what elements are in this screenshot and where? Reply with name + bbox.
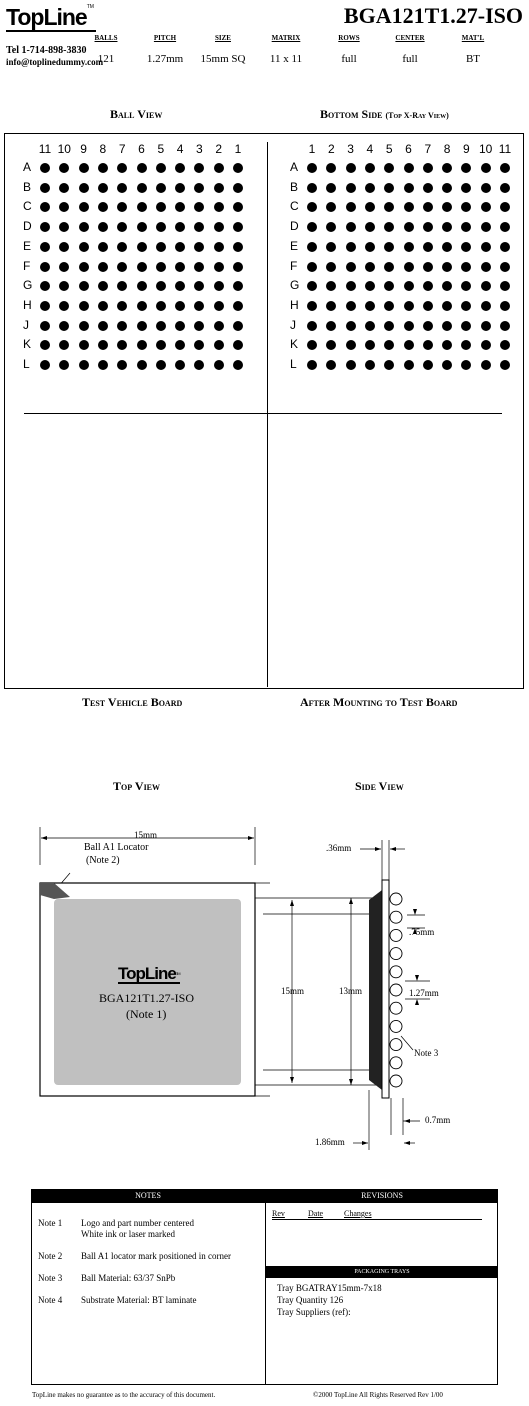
ball bbox=[117, 242, 127, 252]
email-address: info@toplinedummy.com bbox=[6, 57, 104, 67]
spec-value: full bbox=[341, 53, 357, 65]
ball bbox=[175, 242, 185, 252]
ball bbox=[404, 340, 414, 350]
ball bbox=[156, 301, 166, 311]
ball bbox=[156, 281, 166, 291]
ball bbox=[40, 321, 50, 331]
row-label: L bbox=[290, 357, 297, 371]
ball bbox=[481, 163, 491, 173]
ball bbox=[442, 321, 452, 331]
ball bbox=[346, 281, 356, 291]
ball bbox=[233, 242, 243, 252]
column-label: 6 bbox=[405, 142, 412, 156]
side-ball bbox=[390, 1075, 402, 1087]
ball bbox=[365, 163, 375, 173]
ball bbox=[214, 340, 224, 350]
ball bbox=[481, 340, 491, 350]
arrow-075-a bbox=[413, 909, 417, 915]
spec-label: BALLS bbox=[94, 34, 118, 42]
ball bbox=[423, 281, 433, 291]
note3-label: Note 3 bbox=[414, 1048, 439, 1058]
ball bbox=[307, 262, 317, 272]
ball bbox=[175, 321, 185, 331]
row-label: K bbox=[23, 337, 32, 352]
ball bbox=[346, 262, 356, 272]
ball bbox=[79, 340, 89, 350]
ball bbox=[156, 262, 166, 272]
after-mounting-heading: After Mounting to Test Board bbox=[300, 695, 458, 709]
arrow-036-b bbox=[390, 847, 396, 851]
ball bbox=[326, 321, 336, 331]
ball bbox=[40, 242, 50, 252]
mold-cap bbox=[369, 890, 382, 1090]
ball bbox=[79, 202, 89, 212]
frame-divider bbox=[267, 142, 268, 687]
arrow-07 bbox=[404, 1119, 410, 1123]
ball bbox=[346, 183, 356, 193]
ball bbox=[404, 301, 414, 311]
ball bbox=[326, 262, 336, 272]
spec-value: 15mm SQ bbox=[200, 53, 246, 65]
footer-disclaimer: TopLine makes no guarantee as to the accuracy of this document. bbox=[32, 1391, 216, 1399]
ball bbox=[59, 262, 69, 272]
ball bbox=[59, 183, 69, 193]
arrow-186-a bbox=[362, 1141, 368, 1145]
ball bbox=[233, 163, 243, 173]
ball bbox=[137, 202, 147, 212]
column-label: 8 bbox=[99, 142, 107, 156]
top-view-heading: Top View bbox=[113, 779, 161, 793]
dim-075-label: .75mm bbox=[409, 927, 435, 937]
row-label: B bbox=[290, 179, 299, 194]
ball bbox=[307, 360, 317, 370]
ball bbox=[404, 321, 414, 331]
ball bbox=[214, 262, 224, 272]
ball bbox=[156, 183, 166, 193]
ball bbox=[442, 301, 452, 311]
company-logo bbox=[6, 4, 94, 31]
ball bbox=[500, 183, 510, 193]
spec-label: CENTER bbox=[395, 34, 425, 42]
ball bbox=[40, 183, 50, 193]
ball bbox=[365, 242, 375, 252]
dim-036-label: .36mm bbox=[326, 843, 352, 853]
ball bbox=[404, 281, 414, 291]
arrow-15-top bbox=[290, 900, 294, 906]
ball bbox=[98, 262, 108, 272]
dim-width-label: 15mm bbox=[134, 830, 158, 840]
ball bbox=[79, 242, 89, 252]
tray-suppliers: Tray Suppliers (ref): bbox=[277, 1307, 351, 1317]
revisions-title: REVISIONS bbox=[266, 1189, 498, 1203]
spec-label: SIZE bbox=[215, 34, 231, 42]
side-ball bbox=[390, 911, 402, 923]
arrow-13-top bbox=[349, 898, 353, 904]
substrate bbox=[382, 880, 389, 1098]
arrow-127-b bbox=[415, 999, 419, 1005]
arrow-right bbox=[248, 836, 254, 840]
ball bbox=[175, 301, 185, 311]
dim-15-label: 15mm bbox=[281, 986, 305, 996]
note-label: Note 2 bbox=[38, 1251, 63, 1261]
ball bbox=[442, 183, 452, 193]
dim-13-label: 13mm bbox=[339, 986, 363, 996]
ball bbox=[384, 242, 394, 252]
date-col: Date bbox=[308, 1209, 324, 1218]
ball bbox=[40, 163, 50, 173]
ball bbox=[98, 183, 108, 193]
ball bbox=[98, 301, 108, 311]
ball bbox=[346, 301, 356, 311]
ball bbox=[156, 222, 166, 232]
ball bbox=[326, 183, 336, 193]
row-label: F bbox=[290, 258, 298, 273]
row-label: E bbox=[23, 238, 32, 253]
ball bbox=[194, 321, 204, 331]
side-ball bbox=[390, 1002, 402, 1014]
column-label: 10 bbox=[479, 142, 493, 156]
ball bbox=[233, 360, 243, 370]
column-label: 7 bbox=[424, 142, 432, 156]
spec-label: ROWS bbox=[338, 34, 360, 42]
frame-rule bbox=[24, 413, 502, 414]
row-label: D bbox=[23, 219, 32, 234]
ball bbox=[117, 183, 127, 193]
row-label: J bbox=[290, 317, 296, 332]
chip-logo bbox=[118, 965, 180, 984]
column-label: 10 bbox=[57, 142, 71, 156]
ball bbox=[481, 360, 491, 370]
ball bbox=[98, 163, 108, 173]
row-label: G bbox=[290, 278, 300, 293]
ball bbox=[346, 222, 356, 232]
ball bbox=[307, 321, 317, 331]
notes-divider bbox=[265, 1189, 266, 1385]
ball bbox=[98, 222, 108, 232]
ball bbox=[40, 262, 50, 272]
rev-col: Rev bbox=[272, 1209, 285, 1218]
ball-view-frame bbox=[4, 133, 524, 689]
ball bbox=[404, 183, 414, 193]
side-ball bbox=[390, 984, 402, 996]
note3-leader bbox=[401, 1036, 413, 1050]
chip-part-number: BGA121T1.27-ISO bbox=[99, 991, 194, 1005]
ball bbox=[365, 183, 375, 193]
chip-logo-text: TopLine bbox=[118, 964, 176, 983]
ball bbox=[137, 301, 147, 311]
ball bbox=[307, 301, 317, 311]
ball bbox=[404, 163, 414, 173]
ball bbox=[79, 163, 89, 173]
ball bbox=[423, 262, 433, 272]
row-label: B bbox=[23, 179, 32, 194]
ball bbox=[79, 262, 89, 272]
ball bbox=[481, 222, 491, 232]
footer-copyright: ©2000 TopLine All Rights Reserved Rev 1/00 bbox=[313, 1391, 443, 1399]
column-label: 11 bbox=[38, 142, 52, 156]
ball-view-heading: Ball View bbox=[110, 107, 163, 121]
ball bbox=[137, 340, 147, 350]
note-label: Note 4 bbox=[38, 1295, 63, 1305]
ball bbox=[365, 321, 375, 331]
locator-label: Ball A1 Locator bbox=[84, 842, 149, 853]
side-ball bbox=[390, 1020, 402, 1032]
ball bbox=[423, 242, 433, 252]
ball bbox=[98, 360, 108, 370]
ball bbox=[500, 262, 510, 272]
note-label: Note 1 bbox=[38, 1218, 63, 1228]
ball bbox=[137, 242, 147, 252]
ball bbox=[214, 301, 224, 311]
ball bbox=[346, 242, 356, 252]
ball bbox=[423, 163, 433, 173]
ball bbox=[156, 360, 166, 370]
ball bbox=[346, 340, 356, 350]
logo-underline bbox=[6, 30, 96, 32]
tray-quantity: Tray Quantity 126 bbox=[277, 1295, 344, 1305]
ball bbox=[307, 183, 317, 193]
spec-label: MAT'L bbox=[461, 34, 485, 42]
column-label: 1 bbox=[308, 142, 316, 156]
ball bbox=[156, 242, 166, 252]
test-vehicle-heading: Test Vehicle Board bbox=[82, 695, 183, 709]
spec-value: 1.27mm bbox=[146, 53, 184, 65]
column-label: 5 bbox=[385, 142, 393, 156]
ball bbox=[307, 242, 317, 252]
ball bbox=[423, 321, 433, 331]
ball bbox=[404, 242, 414, 252]
tray-part: Tray BGATRAY15mm-7x18 bbox=[277, 1283, 382, 1293]
ball bbox=[233, 262, 243, 272]
ball bbox=[481, 262, 491, 272]
row-label: G bbox=[23, 278, 33, 293]
note2-label: (Note 2) bbox=[86, 855, 120, 866]
ball bbox=[137, 321, 147, 331]
ball bbox=[423, 183, 433, 193]
ball bbox=[346, 321, 356, 331]
note1-label: (Note 1) bbox=[126, 1007, 167, 1021]
row-label: C bbox=[290, 199, 299, 214]
ball bbox=[442, 242, 452, 252]
ball bbox=[98, 321, 108, 331]
ball bbox=[175, 262, 185, 272]
ball bbox=[117, 321, 127, 331]
row-label: A bbox=[290, 160, 299, 174]
ball bbox=[384, 321, 394, 331]
ball bbox=[214, 183, 224, 193]
ball bbox=[214, 360, 224, 370]
note-text: Logo and part number centered bbox=[81, 1218, 194, 1228]
revisions-header-row bbox=[272, 1209, 482, 1220]
ball bbox=[137, 163, 147, 173]
side-view-heading: Side View bbox=[355, 779, 404, 793]
ball bbox=[194, 262, 204, 272]
ball bbox=[307, 163, 317, 173]
bottom-side-subtitle: (Top X-Ray View) bbox=[385, 111, 449, 120]
column-label: 5 bbox=[157, 142, 165, 156]
ball bbox=[214, 163, 224, 173]
column-label: 8 bbox=[443, 142, 451, 156]
ball bbox=[233, 183, 243, 193]
row-label: E bbox=[290, 238, 299, 253]
spec-value: 121 bbox=[97, 53, 115, 65]
ball bbox=[137, 262, 147, 272]
ball bbox=[156, 163, 166, 173]
ball bbox=[461, 321, 471, 331]
row-label: C bbox=[23, 199, 32, 214]
changes-col: Changes bbox=[344, 1209, 372, 1218]
spec-value: 11 x 11 bbox=[269, 53, 303, 65]
note-text: Substrate Material: BT laminate bbox=[81, 1295, 197, 1305]
ball bbox=[156, 321, 166, 331]
column-label: 11 bbox=[498, 142, 512, 156]
ball bbox=[384, 183, 394, 193]
logo-text: TopLine bbox=[6, 4, 87, 30]
chip-logo-tm: TM bbox=[175, 971, 180, 976]
ball bbox=[137, 222, 147, 232]
dim-186-label: 1.86mm bbox=[315, 1137, 345, 1147]
spec-label: MATRIX bbox=[271, 34, 301, 42]
side-balls bbox=[390, 893, 402, 1087]
row-label: H bbox=[23, 297, 32, 312]
ball bbox=[40, 301, 50, 311]
column-label: 6 bbox=[138, 142, 145, 156]
ball bbox=[98, 242, 108, 252]
column-label: 4 bbox=[366, 142, 374, 156]
ball bbox=[175, 183, 185, 193]
arrow-left bbox=[41, 836, 47, 840]
ball bbox=[137, 281, 147, 291]
column-label: 2 bbox=[327, 142, 335, 156]
ball bbox=[214, 242, 224, 252]
side-ball bbox=[390, 966, 402, 978]
ball bbox=[481, 321, 491, 331]
arrow-186-b bbox=[404, 1141, 410, 1145]
ball bbox=[500, 301, 510, 311]
note-text-line2: White ink or laser marked bbox=[81, 1229, 175, 1239]
ball bbox=[214, 281, 224, 291]
ball bbox=[59, 321, 69, 331]
spec-value: BT bbox=[465, 53, 481, 65]
ball bbox=[346, 202, 356, 212]
row-label: L bbox=[23, 357, 30, 371]
ball bbox=[481, 183, 491, 193]
ball bbox=[423, 360, 433, 370]
arrow-15-bottom bbox=[290, 1077, 294, 1083]
ball bbox=[117, 262, 127, 272]
ball bbox=[79, 360, 89, 370]
ball bbox=[481, 281, 491, 291]
row-label: D bbox=[290, 219, 299, 234]
notes-title: NOTES bbox=[31, 1189, 265, 1203]
ball bbox=[404, 360, 414, 370]
column-label: 9 bbox=[80, 142, 87, 156]
ball bbox=[40, 360, 50, 370]
side-ball bbox=[390, 1057, 402, 1069]
part-number-title: BGA121T1.27-ISO bbox=[343, 3, 523, 28]
ball bbox=[365, 360, 375, 370]
note-label: Note 3 bbox=[38, 1273, 63, 1283]
ball bbox=[404, 262, 414, 272]
row-label: J bbox=[23, 317, 29, 332]
ball bbox=[214, 321, 224, 331]
ball bbox=[365, 262, 375, 272]
arrow-13-bottom bbox=[349, 1079, 353, 1085]
ball bbox=[79, 183, 89, 193]
column-label: 7 bbox=[118, 142, 126, 156]
ball bbox=[404, 222, 414, 232]
note-text: Ball A1 locator mark positioned in corner bbox=[81, 1251, 231, 1261]
ball bbox=[233, 301, 243, 311]
note-text: Ball Material: 63/37 SnPb bbox=[81, 1273, 176, 1283]
spec-value: full bbox=[402, 53, 418, 65]
ball bbox=[461, 262, 471, 272]
side-ball bbox=[390, 893, 402, 905]
ball bbox=[481, 301, 491, 311]
side-ball bbox=[390, 948, 402, 960]
ball bbox=[500, 242, 510, 252]
ball bbox=[137, 183, 147, 193]
row-label: A bbox=[23, 160, 32, 174]
ball bbox=[500, 163, 510, 173]
dim-07-label: 0.7mm bbox=[425, 1115, 451, 1125]
spec-label: PITCH bbox=[153, 34, 177, 42]
ball bbox=[500, 321, 510, 331]
ball bbox=[346, 360, 356, 370]
ball bbox=[423, 301, 433, 311]
ball bbox=[384, 262, 394, 272]
ball bbox=[233, 321, 243, 331]
ball bbox=[346, 163, 356, 173]
ball bbox=[442, 262, 452, 272]
telephone: Tel 1-714-898-3830 bbox=[6, 45, 87, 56]
column-label: 3 bbox=[196, 142, 203, 156]
ball bbox=[365, 301, 375, 311]
column-label: 1 bbox=[234, 142, 242, 156]
ball bbox=[79, 222, 89, 232]
arrow-036-a bbox=[375, 847, 381, 851]
side-ball bbox=[390, 1039, 402, 1051]
arrow-127-a bbox=[415, 975, 419, 981]
ball bbox=[79, 281, 89, 291]
column-label: 4 bbox=[176, 142, 184, 156]
ball bbox=[481, 242, 491, 252]
ball bbox=[365, 222, 375, 232]
ball bbox=[214, 222, 224, 232]
ball bbox=[500, 360, 510, 370]
column-label: 2 bbox=[215, 142, 223, 156]
dim-127-label: 1.27mm bbox=[409, 988, 439, 998]
packaging-title: PACKAGING TRAYS bbox=[266, 1266, 498, 1278]
ball bbox=[137, 360, 147, 370]
row-label: H bbox=[290, 297, 299, 312]
ball bbox=[423, 222, 433, 232]
row-label: K bbox=[290, 337, 299, 352]
ball bbox=[404, 202, 414, 212]
row-label: F bbox=[23, 258, 31, 273]
side-ball bbox=[390, 929, 402, 941]
logo-trademark: TM bbox=[86, 4, 94, 10]
column-label: 9 bbox=[463, 142, 470, 156]
ball bbox=[79, 301, 89, 311]
column-label: 3 bbox=[347, 142, 354, 156]
ball bbox=[79, 321, 89, 331]
bottom-side-heading bbox=[320, 107, 449, 122]
bottom-side-text: Bottom Side bbox=[320, 107, 383, 121]
